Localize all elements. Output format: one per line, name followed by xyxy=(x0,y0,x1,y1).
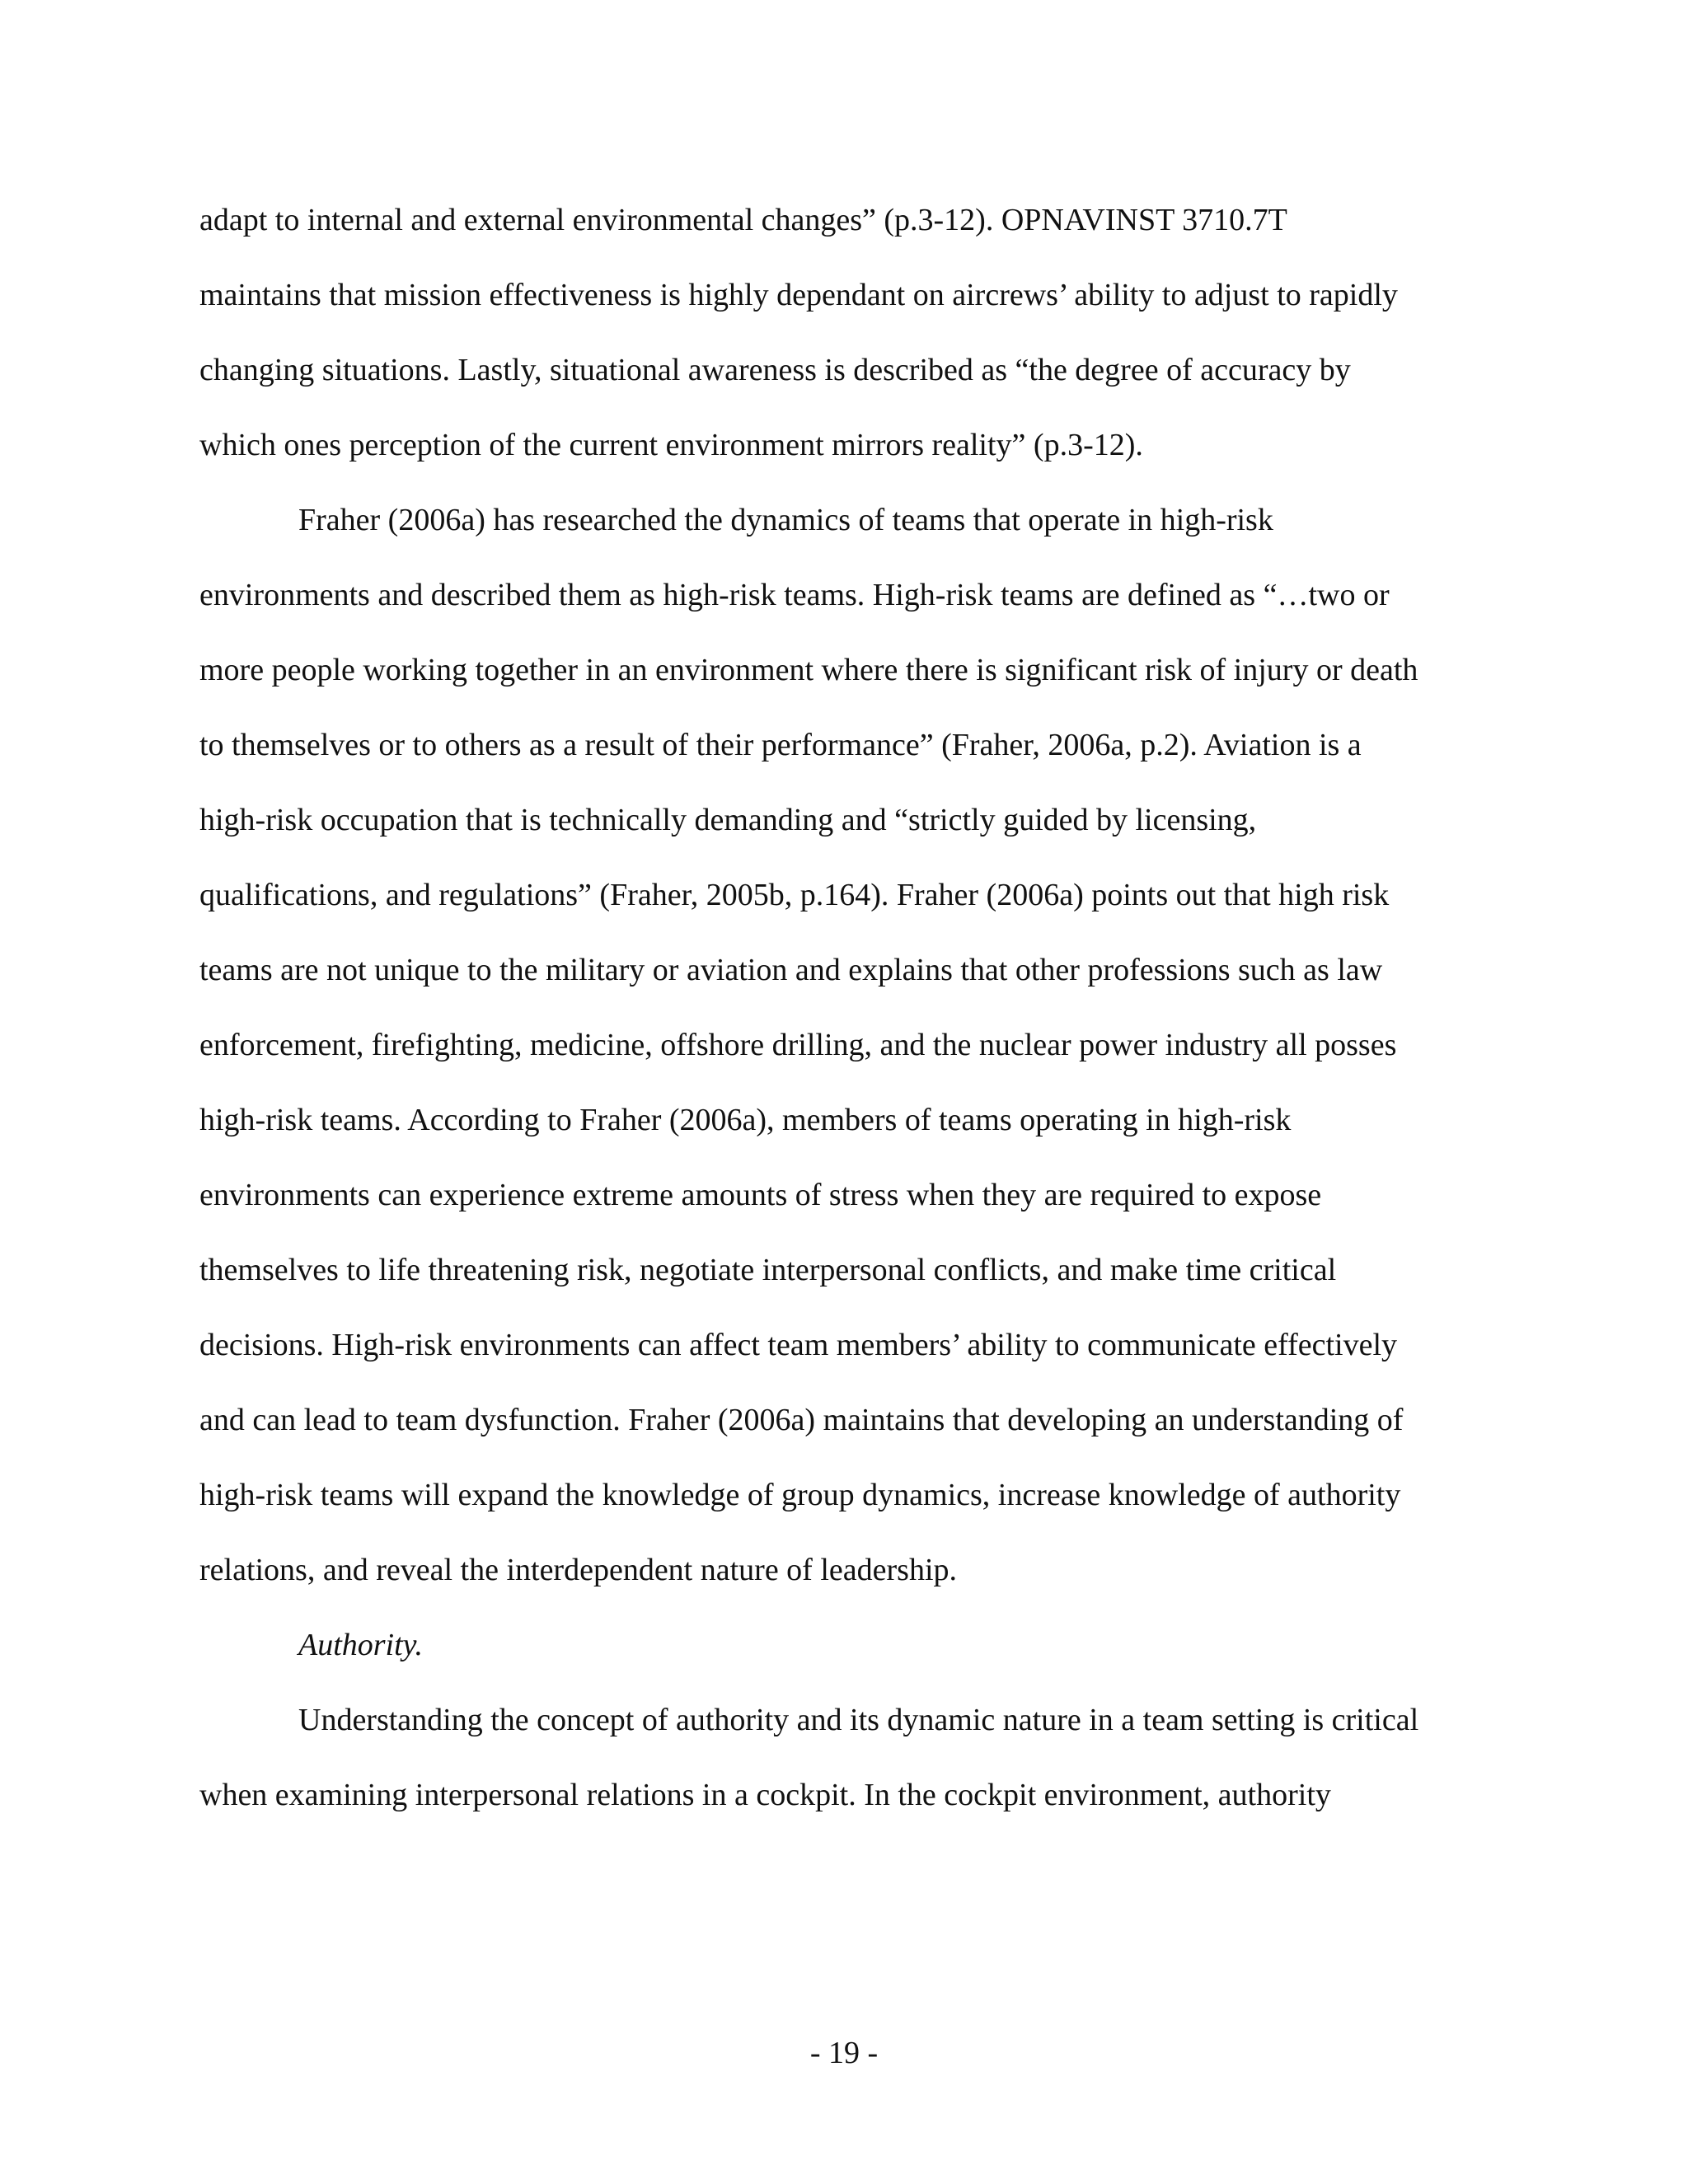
body-text-line: which ones perception of the current environment mirrors reality” (p.3-12). xyxy=(199,428,1143,462)
body-text-line: adapt to internal and external environmental changes” (p.3-12). OPNAVINST 3710.7T xyxy=(199,203,1287,237)
body-text-line: high-risk teams will expand the knowledge of group dynamics, increase knowledge of authority xyxy=(199,1478,1401,1512)
body-text-line: qualifications, and regulations” (Fraher, 2005b, p.164). Fraher (2006a) points out that high risk xyxy=(199,878,1390,912)
body-text-line: to themselves or to others as a result of their performance” (Fraher, 2006a, p.2). Aviation is a xyxy=(199,728,1362,762)
page-number: - 19 - xyxy=(809,2036,879,2070)
body-text-line: decisions. High-risk environments can affect team members’ ability to communicate effectively xyxy=(199,1328,1398,1362)
body-text-line: and can lead to team dysfunction. Fraher (2006a) maintains that developing an understanding of xyxy=(199,1403,1404,1437)
body-text-line: maintains that mission effectiveness is highly dependant on aircrews’ ability to adjust to rapidly xyxy=(199,278,1398,312)
body-text-line: environments and described them as high-risk teams. High-risk teams are defined as “…two or xyxy=(199,578,1390,612)
body-text-line: high-risk occupation that is technically demanding and “strictly guided by licensing, xyxy=(199,803,1257,837)
body-text-line: high-risk teams. According to Fraher (2006a), members of teams operating in high-risk xyxy=(199,1103,1292,1137)
body-text-line: themselves to life threatening risk, negotiate interpersonal conflicts, and make time critical xyxy=(199,1253,1337,1287)
paragraph-first-line: Fraher (2006a) has researched the dynamics of teams that operate in high-risk xyxy=(298,503,1273,537)
body-text-line: more people working together in an environment where there is significant risk of injury or death xyxy=(199,653,1418,687)
body-text-line: when examining interpersonal relations in a cockpit. In the cockpit environment, authority xyxy=(199,1778,1331,1812)
paragraph-first-line: Understanding the concept of authority and its dynamic nature in a team setting is critical xyxy=(298,1703,1419,1737)
body-text-line: changing situations. Lastly, situational awareness is described as “the degree of accuracy by xyxy=(199,353,1351,387)
body-text-line: enforcement, firefighting, medicine, offshore drilling, and the nuclear power industry all posses xyxy=(199,1028,1397,1062)
body-text-line: relations, and reveal the interdependent nature of leadership. xyxy=(199,1553,957,1587)
body-text-line: environments can experience extreme amounts of stress when they are required to expose xyxy=(199,1178,1322,1212)
section-heading: Authority. xyxy=(298,1628,423,1662)
body-text-line: teams are not unique to the military or aviation and explains that other professions such as law xyxy=(199,953,1383,987)
